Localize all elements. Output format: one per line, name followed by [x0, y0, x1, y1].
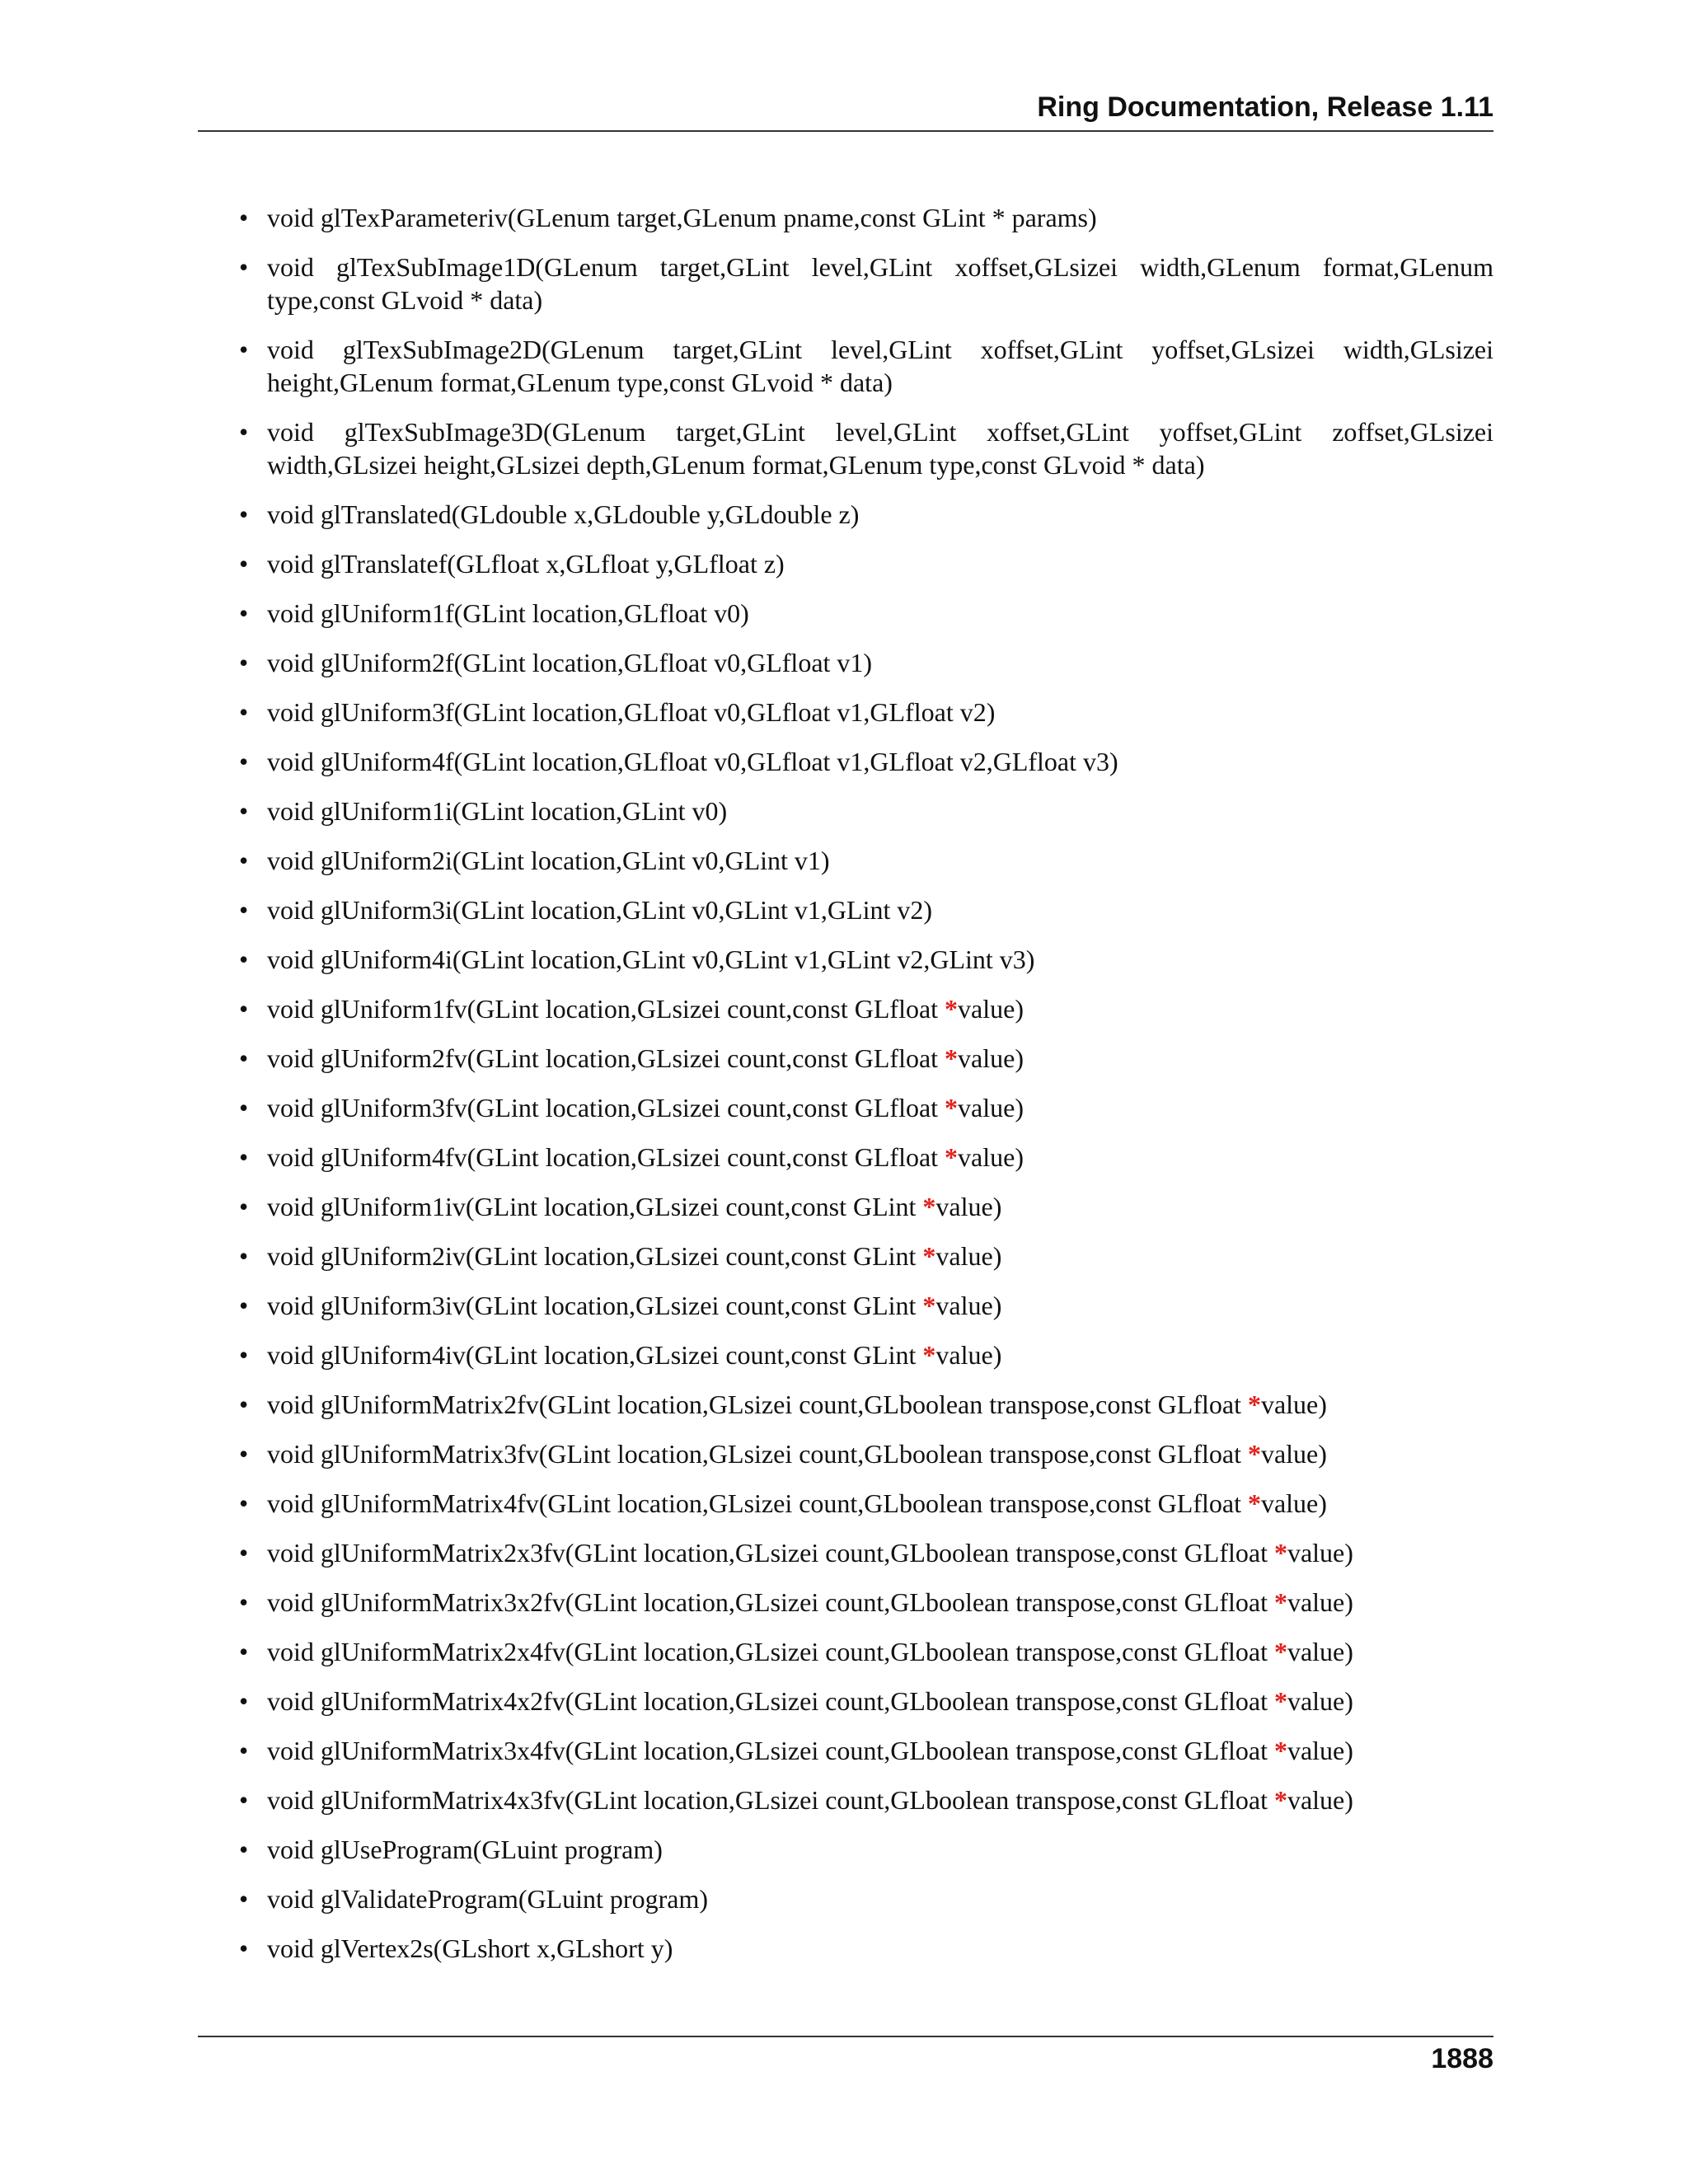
bullet-icon: •: [239, 252, 249, 282]
bullet-icon: •: [239, 895, 249, 925]
function-signature: void glUniform2f(GLint location,GLfloat v0,GLfloat v1): [267, 648, 873, 677]
signature-suffix: value): [1287, 1538, 1353, 1568]
signature-suffix: value): [935, 1241, 1002, 1271]
pointer-asterisk: *: [1273, 1538, 1287, 1568]
pointer-asterisk: *: [945, 1142, 959, 1172]
function-signature: void glUseProgram(GLuint program): [267, 1835, 663, 1864]
bullet-icon: •: [239, 697, 249, 727]
function-signature: [267, 1141, 1493, 1174]
bullet-icon: •: [239, 747, 249, 776]
pointer-asterisk: *: [1273, 1587, 1287, 1617]
signature-suffix: value): [958, 1093, 1024, 1122]
signature-suffix: value): [958, 1043, 1024, 1073]
pointer-asterisk: *: [922, 1192, 936, 1221]
bullet-icon: •: [239, 1291, 249, 1320]
pointer-asterisk: *: [1247, 1488, 1261, 1518]
pointer-asterisk: *: [922, 1241, 936, 1271]
bullet-icon: •: [239, 417, 249, 447]
signature-prefix: void glUniformMatrix3x4fv(GLint location,GLsizei count,GLboolean transpose,const GLfloat: [267, 1736, 1274, 1765]
function-signature: void glTranslated(GLdouble x,GLdouble y,GLdouble z): [267, 499, 860, 529]
signature-suffix: value): [935, 1192, 1002, 1221]
bullet-icon: •: [239, 1439, 249, 1469]
function-signature: void glUniform2i(GLint location,GLint v0,GLint v1): [267, 846, 830, 875]
bullet-icon: •: [239, 335, 249, 364]
bullet-icon: •: [239, 1835, 249, 1864]
function-signature: [267, 1091, 1493, 1124]
pointer-asterisk: *: [1273, 1637, 1287, 1666]
bullet-icon: •: [239, 994, 249, 1024]
function-signature: void glUniform3f(GLint location,GLfloat v0,GLfloat v1,GLfloat v2): [267, 697, 996, 727]
bullet-icon: •: [239, 944, 249, 974]
pointer-asterisk: *: [922, 1291, 936, 1320]
function-signature: void glTexParameteriv(GLenum target,GLenum pname,const GLint * params): [267, 203, 1097, 232]
signature-suffix: value): [1287, 1686, 1353, 1716]
function-signature: [267, 1635, 1493, 1668]
pointer-asterisk: *: [922, 1340, 936, 1370]
bullet-icon: •: [239, 1538, 249, 1568]
bullet-icon: •: [239, 1093, 249, 1122]
signature-suffix: value): [958, 994, 1024, 1024]
bullet-icon: •: [239, 796, 249, 826]
signature-suffix: value): [935, 1291, 1002, 1320]
bullet-icon: •: [239, 1686, 249, 1716]
function-signature: void glVertex2s(GLshort x,GLshort y): [267, 1933, 673, 1963]
signature-prefix: void glUniformMatrix2fv(GLint location,GLsizei count,GLboolean transpose,const GLfloat: [267, 1390, 1248, 1419]
function-signature: void glTexSubImage1D(GLenum target,GLint level,GLint xoffset,GLsizei width,GLenum format,GLenum type,const GLvoid * data): [267, 252, 1493, 315]
bullet-icon: •: [239, 1587, 249, 1617]
pointer-asterisk: *: [1273, 1785, 1287, 1815]
function-signature: [267, 992, 1493, 1025]
bullet-icon: •: [239, 549, 249, 579]
function-signature: void glValidateProgram(GLuint program): [267, 1884, 708, 1914]
signature-prefix: void glUniform1iv(GLint location,GLsizei count,const GLint: [267, 1192, 923, 1221]
function-signature: [267, 1437, 1493, 1470]
function-signature: [267, 1536, 1493, 1569]
pointer-asterisk: *: [1247, 1439, 1261, 1469]
bullet-icon: •: [239, 203, 249, 232]
function-signature: [267, 1586, 1493, 1619]
footer-rule: [198, 2036, 1493, 2037]
bullet-icon: •: [239, 648, 249, 677]
bullet-icon: •: [239, 1390, 249, 1419]
function-signature: [267, 1734, 1493, 1767]
bullet-icon: •: [239, 1488, 249, 1518]
pointer-asterisk: *: [945, 1043, 959, 1073]
function-signature: [267, 1240, 1493, 1272]
signature-prefix: void glUniform1fv(GLint location,GLsizei count,const GLfloat: [267, 994, 945, 1024]
bullet-icon: •: [239, 1637, 249, 1666]
function-signature: void glUniform1f(GLint location,GLfloat v0): [267, 598, 749, 628]
bullet-icon: •: [239, 1043, 249, 1073]
function-signature: [267, 1783, 1493, 1816]
bullet-icon: •: [239, 499, 249, 529]
function-signature: void glUniform4f(GLint location,GLfloat v0,GLfloat v1,GLfloat v2,GLfloat v3): [267, 747, 1118, 776]
signature-suffix: value): [1287, 1785, 1353, 1815]
bullet-icon: •: [239, 598, 249, 628]
bullet-icon: •: [239, 1192, 249, 1221]
signature-prefix: void glUniform3iv(GLint location,GLsizei count,const GLint: [267, 1291, 923, 1320]
signature-suffix: value): [958, 1142, 1024, 1172]
bullet-icon: •: [239, 1241, 249, 1271]
signature-prefix: void glUniformMatrix3x2fv(GLint location,GLsizei count,GLboolean transpose,const GLfloat: [267, 1587, 1274, 1617]
function-signature: [267, 1289, 1493, 1322]
signature-prefix: void glUniform4iv(GLint location,GLsizei count,const GLint: [267, 1340, 923, 1370]
signature-prefix: void glUniform3fv(GLint location,GLsizei count,const GLfloat: [267, 1093, 945, 1122]
function-signature: [267, 1042, 1493, 1075]
function-signature: [267, 1190, 1493, 1223]
function-signature: void glTexSubImage3D(GLenum target,GLint level,GLint xoffset,GLint yoffset,GLint zoffset,GLsizei width,GLsizei height,GLsizei depth,GLenum format,GLenum type,const GLvoid * data): [267, 417, 1493, 480]
function-signature: [267, 1338, 1493, 1371]
function-signature: [267, 1487, 1493, 1520]
signature-suffix: value): [1260, 1439, 1327, 1469]
pointer-asterisk: *: [945, 1093, 959, 1122]
signature-suffix: value): [935, 1340, 1002, 1370]
function-signature: void glTexSubImage2D(GLenum target,GLint level,GLint xoffset,GLint yoffset,GLsizei width,GLsizei height,GLenum format,GLenum type,const GLvoid * data): [267, 335, 1493, 397]
signature-prefix: void glUniformMatrix4x2fv(GLint location,GLsizei count,GLboolean transpose,const GLfloat: [267, 1686, 1274, 1716]
pointer-asterisk: *: [1273, 1686, 1287, 1716]
bullet-icon: •: [239, 1142, 249, 1172]
signature-suffix: value): [1287, 1587, 1353, 1617]
bullet-icon: •: [239, 1736, 249, 1765]
page-number: 1888: [1431, 2043, 1493, 2074]
function-signature: [267, 1685, 1493, 1718]
signature-suffix: value): [1260, 1488, 1327, 1518]
signature-prefix: void glUniformMatrix4x3fv(GLint location,GLsizei count,GLboolean transpose,const GLfloat: [267, 1785, 1274, 1815]
signature-suffix: value): [1287, 1637, 1353, 1666]
signature-suffix: value): [1260, 1390, 1327, 1419]
signature-prefix: void glUniform4fv(GLint location,GLsizei count,const GLfloat: [267, 1142, 945, 1172]
signature-prefix: void glUniformMatrix2x4fv(GLint location,GLsizei count,GLboolean transpose,const GLfloat: [267, 1637, 1274, 1666]
signature-prefix: void glUniform2iv(GLint location,GLsizei count,const GLint: [267, 1241, 923, 1271]
bullet-icon: •: [239, 846, 249, 875]
signature-prefix: void glUniformMatrix2x3fv(GLint location,GLsizei count,GLboolean transpose,const GLfloat: [267, 1538, 1274, 1568]
function-signature: void glUniform3i(GLint location,GLint v0,GLint v1,GLint v2): [267, 895, 933, 925]
signature-prefix: void glUniformMatrix4fv(GLint location,GLsizei count,GLboolean transpose,const GLfloat: [267, 1488, 1248, 1518]
running-header: Ring Documentation, Release 1.11: [1037, 91, 1493, 123]
signature-suffix: value): [1287, 1736, 1353, 1765]
function-signature: void glUniform1i(GLint location,GLint v0): [267, 796, 728, 826]
bullet-icon: •: [239, 1340, 249, 1370]
function-signature: void glUniform4i(GLint location,GLint v0,GLint v1,GLint v2,GLint v3): [267, 944, 1035, 974]
bullet-icon: •: [239, 1933, 249, 1963]
bullet-icon: •: [239, 1785, 249, 1815]
bullet-icon: •: [239, 1884, 249, 1914]
pointer-asterisk: *: [1247, 1390, 1261, 1419]
signature-prefix: void glUniformMatrix3fv(GLint location,GLsizei count,GLboolean transpose,const GLfloat: [267, 1439, 1248, 1469]
signature-prefix: void glUniform2fv(GLint location,GLsizei count,const GLfloat: [267, 1043, 945, 1073]
function-signature: void glTranslatef(GLfloat x,GLfloat y,GLfloat z): [267, 549, 785, 579]
function-signature: [267, 1388, 1493, 1421]
pointer-asterisk: *: [1273, 1736, 1287, 1765]
pointer-asterisk: *: [945, 994, 959, 1024]
